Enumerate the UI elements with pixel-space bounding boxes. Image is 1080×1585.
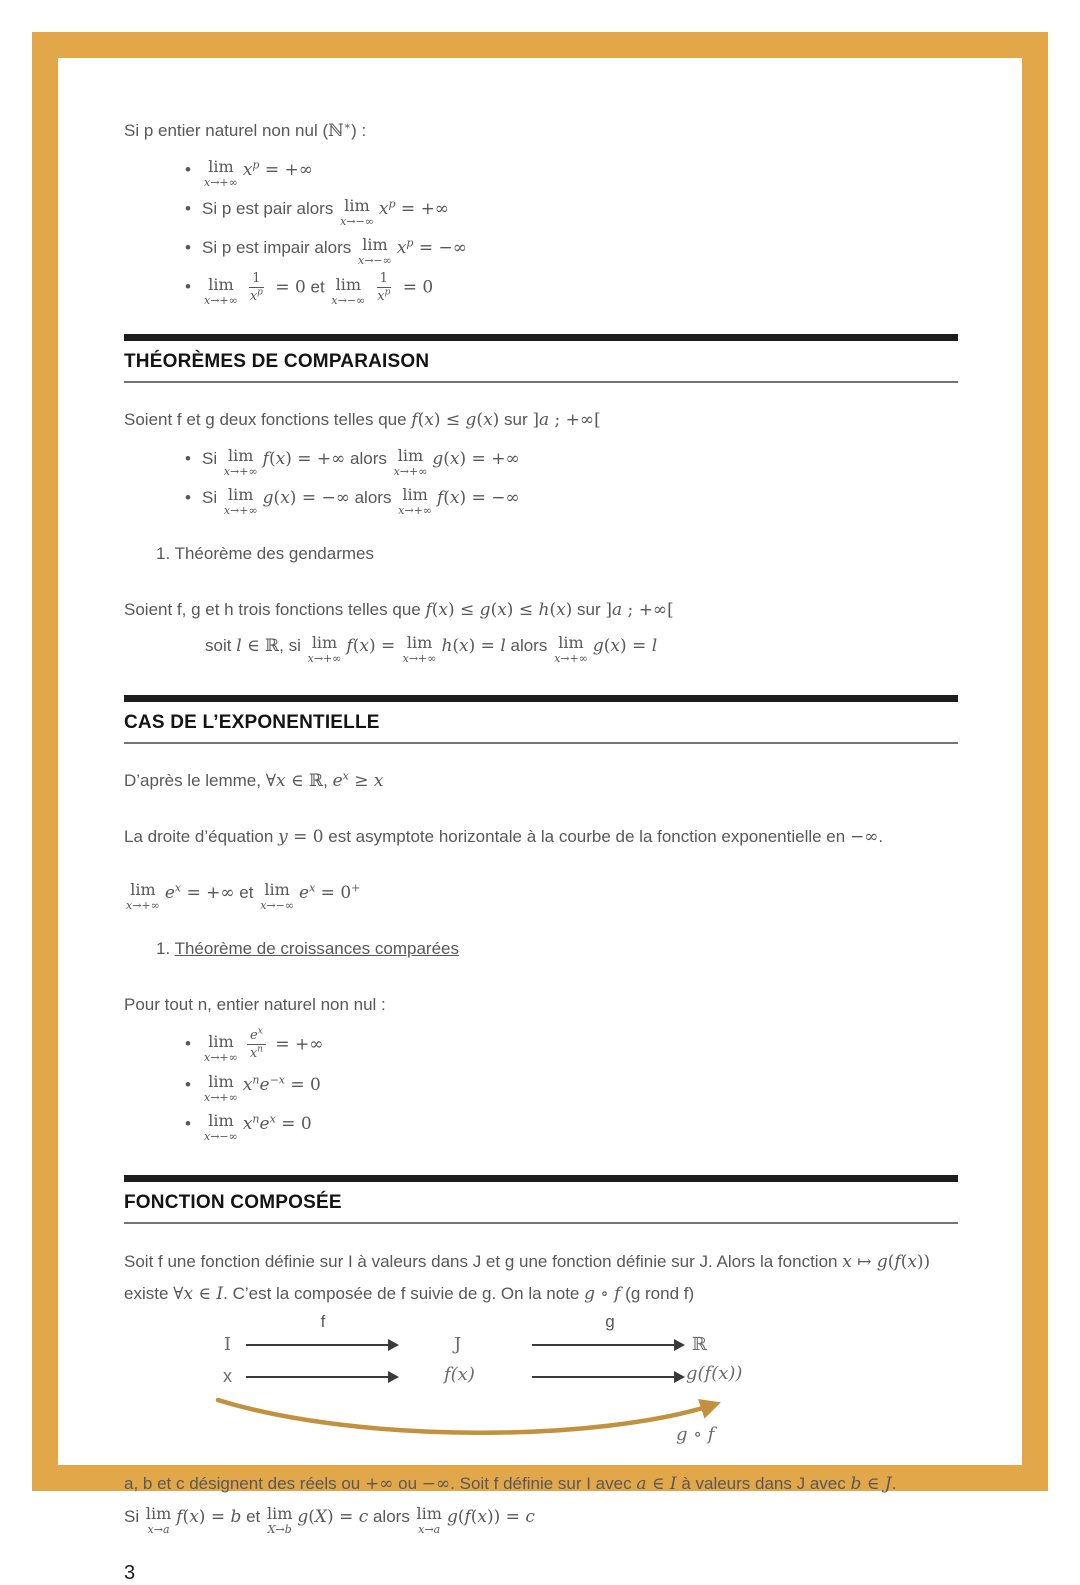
croissances-bullet: • lim x→−∞ $x^ne^x = 0$ <box>202 1109 958 1139</box>
section-title: CAS DE L’EXPONENTIELLE <box>124 712 380 734</box>
intro-bullet: • lim x→+∞ $x^p$ = +∞ <box>202 155 958 185</box>
croissances-bullet-list <box>124 1026 958 1144</box>
arrow-right-icon <box>532 1376 682 1378</box>
section-fonction-composee <box>124 1175 958 1537</box>
section-top-bar <box>124 695 958 702</box>
paragraph: lim x→+∞ $e^x$ = +∞ et lim x→−∞ $e^x = 0^+$ <box>126 880 361 913</box>
diagram-gfx: g(f(x)) <box>686 1363 743 1385</box>
intro-bullet: • Si p est pair alors lim x→−∞ $x^p$ = +∞ <box>202 194 958 224</box>
page-inner <box>32 32 1048 1585</box>
diagram-label-g: g <box>605 1312 615 1332</box>
diagram-fx: f(x) <box>444 1364 475 1386</box>
intro-block <box>124 116 958 307</box>
section-title: FONCTION COMPOSÉE <box>124 1192 342 1214</box>
intro-bullet: • Si p est impair alors lim x→−∞ $x^p$ = −∞ <box>202 233 958 263</box>
croissances-bullet: • lim x→+∞ $\frac{e^x}{x^n}$ = +∞ <box>202 1029 958 1061</box>
diagram-set-J: J <box>454 1334 462 1356</box>
page-number: 3 <box>124 1562 136 1585</box>
section-top-bar <box>124 1175 958 1182</box>
diagram-x: x <box>223 1366 232 1387</box>
paragraph: Soient f et g deux fonctions telles que f(x) ≤ g(x) sur ]a ; +∞[ <box>124 410 601 431</box>
paragraph: Soient f, g et h trois fonctions telles que f(x) ≤ g(x) ≤ h(x) sur ]a ; +∞[ <box>124 600 674 621</box>
diagram-set-I: I <box>224 1334 232 1356</box>
section-rule <box>124 742 958 744</box>
composition-diagram <box>124 1312 958 1466</box>
comparison-bullet-list <box>124 444 958 518</box>
section-cas-exponentielle <box>124 695 958 1144</box>
intro-bullet-list <box>124 155 958 307</box>
intro-lead: Si p entier naturel non nul (ℕ∗) : <box>124 119 367 141</box>
section-rule <box>124 1222 958 1224</box>
paragraph: Pour tout n, entier naturel non nul : <box>124 995 386 1015</box>
section-rule <box>124 381 958 383</box>
arrow-right-icon <box>532 1344 682 1346</box>
page-content <box>124 116 958 1585</box>
paragraph: a, b et c désignent des réels ou +∞ ou −∞. Soit f définie sur I avec a ∈ I à valeurs dans J avec b ∈ J. <box>124 1474 897 1495</box>
intro-bullet: • lim x→+∞ $\frac{1}{x^p}$ = 0 et lim x→−∞ $\frac{1}{x^p}$ = 0 <box>202 272 958 304</box>
numbered-item-gendarmes: 1. Théorème des gendarmes <box>156 544 374 564</box>
paragraph: D’après le lemme, ∀x ∈ ℝ, $e^x \ge x$ <box>124 769 384 792</box>
arrow-right-icon <box>246 1376 396 1378</box>
paragraph: Soit f une fonction définie sur I à valeurs dans J et g une fonction définie sur J. Alors la fonction x ↦ g(f(x)) existe ∀x ∈ I. C’est la composée de f suivie de g. On la note g ∘ f (g rond f) <box>124 1252 931 1305</box>
composition-curve-arrow-icon <box>210 1392 734 1448</box>
section-theoremes-comparaison <box>124 334 958 666</box>
paragraph: La droite d’équation y = 0 est asymptote horizontale à la courbe de la fonction exponentielle en −∞. <box>124 827 884 848</box>
arrow-right-icon <box>246 1344 396 1346</box>
paragraph: Si lim x→a f(x) = b et lim X→b g(X) = c alors lim x→a g(f(x)) = c <box>124 1504 535 1537</box>
comparison-bullet: • Si lim x→+∞ f(x) = +∞ alors lim x→+∞ g(x) = +∞ <box>202 444 958 474</box>
diagram-label-f: f <box>320 1312 326 1332</box>
comparison-bullet: • Si lim x→+∞ g(x) = −∞ alors lim x→+∞ f(x) = −∞ <box>202 483 958 513</box>
numbered-item-croissances: 1. Théorème de croissances comparées <box>156 939 460 959</box>
paragraph: soit l ∈ ℝ, si lim x→+∞ f(x) = lim x→+∞ h(x) = l alors lim x→+∞ g(x) = l <box>205 633 658 666</box>
curve-label-g-rond-f: g ∘ f <box>676 1424 715 1446</box>
croissances-bullet: • lim x→+∞ $x^ne^{-x} = 0$ <box>202 1070 958 1100</box>
section-title: THÉORÈMES DE COMPARAISON <box>124 351 430 373</box>
section-top-bar <box>124 334 958 341</box>
diagram-set-R: ℝ <box>692 1334 707 1356</box>
